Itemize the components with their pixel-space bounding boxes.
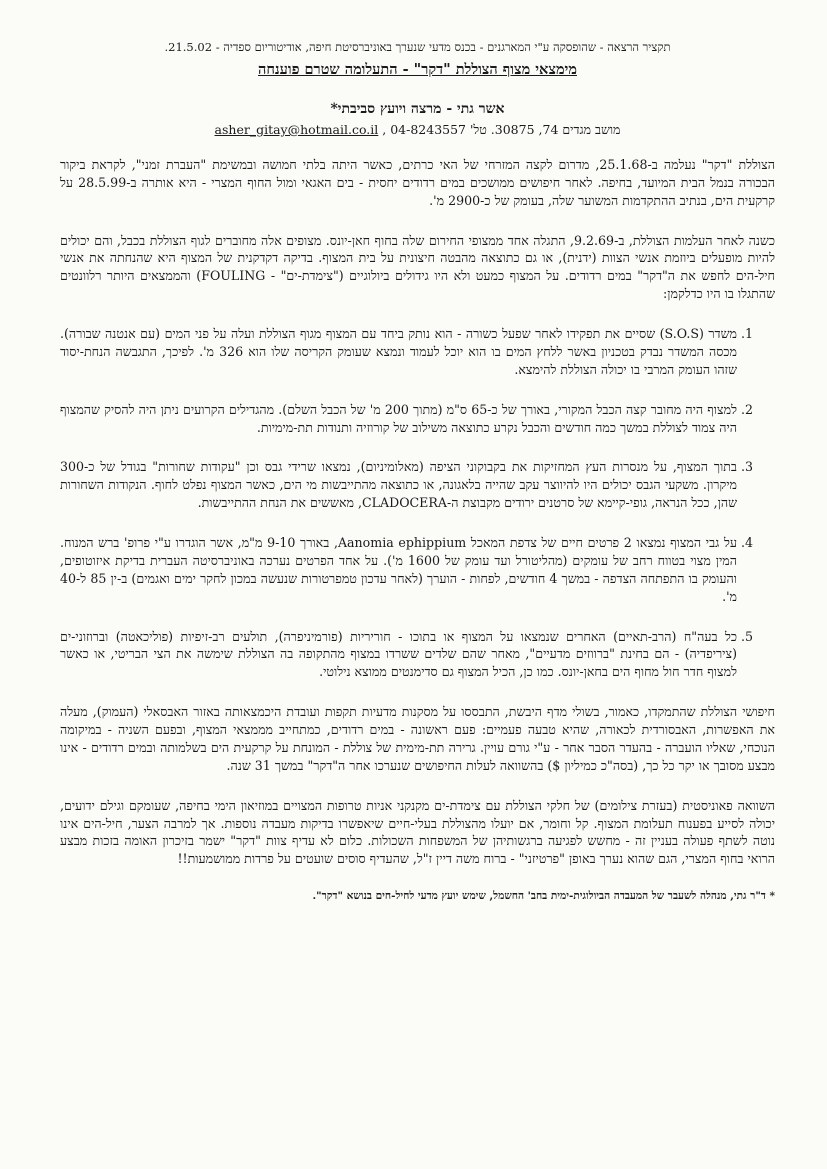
author-address xyxy=(60,122,775,138)
finding-item-5: 5. כל בעה"ח (הרב-תאיים) האחרים שנמצאו על המצוף או בתוכו - חוריריות (פורמיניפרה), תולעים רב-זיפיות (פוליכאטה) וברוזוני-ים (ציריפדיה) - הם בחינת "ברווזים מדעיים", מאחר שהם שלדים ששרדו במצוף מהתקופה בה הצוללת שימשה את הצי הבריטי, או כאשר למצוף חדר חול מחוף הים בחאן-יונס. כמו כן, הכיל המצוף גם סדימנטים ממוצא נילוטי. xyxy=(60,628,737,682)
author-email: asher_gitay@hotmail.co.il xyxy=(214,121,379,137)
address-text: מושב מגדים 74, 30875. טל' 04-8243557 , xyxy=(382,121,621,137)
finding-item-3: 3. בתוך המצוף, על מנסרות העץ המחזיקות את בקבוקוני הציפה (מאלומיניום), נמצאו שרידי גבס וכן "עקודות שחורות" בגודל של כ-300 מיקרון. משקעי הגבס יכולים היו להיווצר עקב שהייה בלאגונה, או כתוצאה מהתייבשות מי הים, כאשר המצוף נפלט לחוף. הנקודות השחורות שהן, ככל הנראה, גופי-קיימא של סרטנים ירודים מקבוצת ה-CLADOCERA, מאששים את הנחת ההתייבשות. xyxy=(60,458,737,512)
intro-paragraph-1: הצוללת "דקר" נעלמה ב-25.1.68, מדרום לקצה המזרחי של האי כרתים, כאשר היתה בלתי חמושה ובמשימת "העברת זמני", לקראת ביקור הבכורה בנמל הבית המיועד, בחיפה. לאחר חיפושים ממושכים במים רדודים יחסית - בים האגאי ומול החוף המצרי - היא אותרה ב-28.5.99 על קרקעית הים, בנתיב ההתקדמות המשוער שלה, בעומק של כ-2900 מ'. xyxy=(60,156,775,208)
finding-item-2: 2. למצוף היה מחובר קצה הכבל המקורי, באורך של כ-65 ס"מ (מתוך 200 מ' של הכבל השלם). מהגדילים הקרועים ניתן היה להסיק שהמצוף היה צמוד לצוללת במשך כמה חודשים והכבל נקרע כתוצאה משילוב של קורוזיה ותנודות תת-מימיות. xyxy=(60,401,737,437)
finding-item-1: 1. משדר (S.O.S) שסיים את תפקידו לאחר שפעל כשורה - הוא נותק ביחד עם המצוף מגוף הצוללת ועלה על פני המים (עם אנטנה שבורה). מכסה המשדר נבדק בטכניון באשר ללחץ המים בו הוא יוכל לעמוד ונמצא שעומק הקריסה שלו הוא 326 מ'. לפיכך, התגבשה הנחת-יסוד שזהו העומק המרבי בו יכולה הצוללת להימצא. xyxy=(60,325,737,379)
author-footnote: * ד"ר גתי, מנהלה לשעבר של המעבדה הביולוגית-ימית בחב' החשמל, שימש יועץ מדעי לחיל-חים בנושא "דקר". xyxy=(312,890,775,903)
findings-list xyxy=(60,325,775,681)
document-page xyxy=(60,40,775,904)
closing-paragraph-1: חיפושי הצוללת שהתמקדו, כאמור, בשולי מדף היבשת, התבססו על מסקנות מדעיות תקפות ועובדת היכמצאותה באזור האבסאלי (העמוק), מעלה את האפשרות, האבסורדית לכאורה, שהיא טבעה פעמיים: פעם ראשונה - במים רדודים, כמתחייב מממצאי המצוף, ובפעם השניה - במיקומה הנוכחי, שאליו הועברה - בהעדר הסבר אחר - ע"י גורם עויין. גרירה תת-מימית של צוללת - המונחת על קרקעית הים בשלמותה ובמים רדודים - אינו מבצע מסובך או יקר כל כך, (בסה"כ כמיליון $) בהשוואה לעלות החיפושים שנערכו אחר ה"דקר" במשך 31 שנה. xyxy=(60,704,775,773)
conference-header: תקציר הרצאה - שהופסקה ע"י המארגנים - בכנס מדעי שנערך באוניברסיטת חיפה, אודיטוריום ספדיה - 21.5.02. xyxy=(164,40,671,54)
finding-item-4: 4. על גבי המצוף נמצאו 2 פרטים חיים של צדפת המאכל Aanomia ephippium, באורך 9-10 מ"מ, אשר הוגדרו ע"י פרופ' ברש המנוח. המין מצוי בטווח רחב של עומקים (מהליטורל ועד עומק של 1600 מ'). על אחד הפרטים נערכה באוניברסיטה העברית בדיקת איזוטופים, והעומק בו התפתחה הצדפה - במשך 4 חודשים, לפחות - הוערך (לאחר עדכון טמפרטורות שנעשה במכון לחקר ימים ואגמים) ב-ין 85 ל-40 מ'. xyxy=(60,534,737,606)
author-name: אשר גתי - מרצה ויועץ סביבתי* xyxy=(330,100,505,117)
intro-paragraph-2: כשנה לאחר העלמות הצוללת, ב-9.2.69, התגלה אחד ממצופי החירום שלה בחוף חאן-יונס. מצופים אלה מחוברים לגוף הצוללת בכבל, והם יכולים להיות מופעלים ביוזמת אנשי הצוות (ידנית), או גם כתוצאה מהבטה חיצונית על בית המצוף. בדיקה דקדקנית של המצוף היא שהנחתה את אנשי חיל-הים לחפש את ה"דקר" במים רדודים. על המצוף כמעט ולא היו גידולים ביולוגיים ("צימדת-ים" - FOULING) והממצאים היותר רלוונטים שהתגלו בו היו כדלקמן: xyxy=(60,232,776,302)
document-title: מימצאי מצוף הצוללת "דקר" - התעלומה שטרם פוענחה xyxy=(258,60,577,78)
closing-paragraph-2: השוואה פאוניסטית (בעזרת צילומים) של חלקי הצוללת עם צימדת-ים מקנקני אניות טרופות המצויים במוזיאון הימי בחיפה, שעומקם וגילם ידועים, יכולה לסייע בפענוח תעלומת המצוף. קל וחומר, אם יועלו מהצוללת בעלי-חיים שיאפשרו בדיקות מעבדה נוספות. אך למרבה הצער, חיל-הים אינו נוטה לשתף פעולה בעניין זה - מחשש לפגיעה ברגשותיהן של המשפחות השכולות. כלום לא עדיף צוות "דקר" ישמר בזיכרון האומה בזכות מבצע הרואי בחוף המצרי, הגם שהוא נערך באופן "פרטיזני" - ברוח משה דיין ז"ל, שהעדיף סוסים שועטים על פרדות ממושמעות!! xyxy=(60,797,775,867)
